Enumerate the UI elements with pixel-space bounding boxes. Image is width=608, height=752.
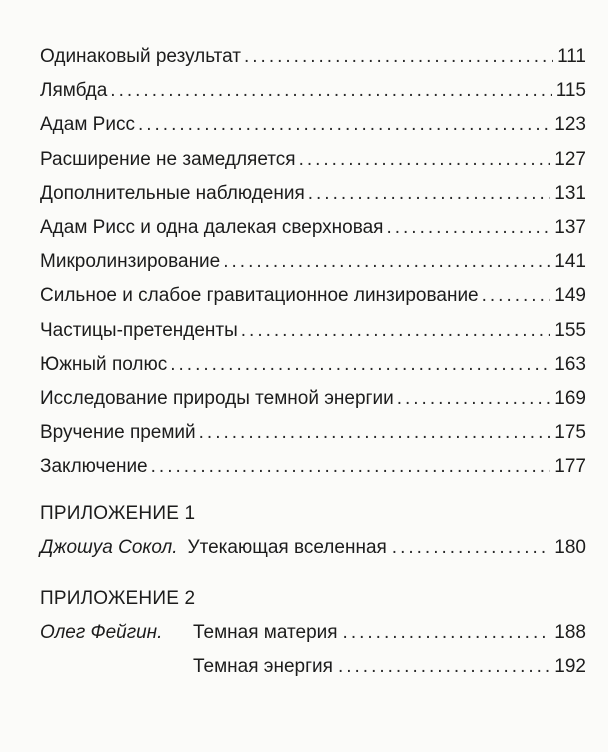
toc-entry[interactable] bbox=[40, 245, 586, 279]
toc-entry[interactable] bbox=[40, 348, 586, 382]
dot-leader bbox=[299, 143, 551, 177]
toc-entry[interactable] bbox=[40, 382, 586, 416]
toc-entry-page: 137 bbox=[554, 216, 586, 238]
appendix-2-entry[interactable] bbox=[40, 616, 586, 650]
toc-entry-title: Микролинзирование bbox=[40, 251, 221, 273]
appendix-1-section bbox=[40, 497, 586, 565]
appendix-1-page: 180 bbox=[554, 537, 586, 558]
toc-entry-title: Вручение премий bbox=[40, 422, 196, 444]
toc-entry-page: 111 bbox=[557, 46, 586, 67]
appendix-2-page: 188 bbox=[554, 622, 586, 643]
toc-entry-page: 169 bbox=[554, 387, 586, 409]
toc-entry-page: 163 bbox=[554, 353, 586, 375]
toc-entry-title: Адам Рисс bbox=[40, 114, 135, 136]
toc-entry[interactable] bbox=[40, 314, 586, 348]
dot-leader bbox=[170, 348, 550, 382]
appendix-2-entry[interactable] bbox=[40, 650, 586, 684]
appendix-2-title: Темная энергия bbox=[193, 656, 333, 677]
appendix-1-author: Джошуа Сокол. bbox=[40, 537, 178, 558]
toc-entry[interactable] bbox=[40, 40, 586, 74]
toc-entry[interactable] bbox=[40, 108, 586, 142]
appendix-1-title: Утекающая вселенная bbox=[187, 537, 387, 558]
toc-entry-title: Южный полюс bbox=[40, 353, 168, 375]
dot-leader bbox=[241, 314, 551, 348]
toc-entry-page: 131 bbox=[554, 182, 586, 204]
toc-entry-title: Лямбда bbox=[40, 80, 108, 102]
toc-entry-title: Адам Рисс и одна далекая сверхновая bbox=[40, 216, 384, 238]
appendix-2-page: 192 bbox=[554, 656, 586, 677]
toc-entry[interactable] bbox=[40, 74, 586, 108]
toc-entry-title: Расширение не замедляется bbox=[40, 148, 296, 170]
dot-leader bbox=[199, 416, 551, 450]
toc-entry[interactable] bbox=[40, 450, 586, 484]
dot-leader bbox=[110, 74, 551, 108]
dot-leader bbox=[343, 616, 551, 650]
toc-entry-title: Исследование природы темной энергии bbox=[40, 387, 394, 409]
dot-leader bbox=[397, 382, 551, 416]
dot-leader bbox=[392, 531, 551, 565]
dot-leader bbox=[138, 108, 550, 142]
appendix-1-heading: ПРИЛОЖЕНИЕ 1 bbox=[40, 503, 196, 524]
dot-leader bbox=[308, 177, 551, 211]
toc-entry-page: 123 bbox=[554, 114, 586, 136]
toc-entry[interactable] bbox=[40, 143, 586, 177]
appendix-2-heading: ПРИЛОЖЕНИЕ 2 bbox=[40, 588, 196, 609]
toc-entry[interactable] bbox=[40, 416, 586, 450]
toc-entry-page: 177 bbox=[554, 456, 586, 478]
toc-entry-page: 155 bbox=[554, 319, 586, 341]
dot-leader bbox=[482, 279, 551, 313]
toc-entry-page: 175 bbox=[554, 422, 586, 444]
appendix-2-title: Темная материя bbox=[193, 622, 338, 643]
dot-leader bbox=[223, 245, 550, 279]
toc-entry[interactable] bbox=[40, 279, 586, 313]
toc-entry-title: Сильное и слабое гравитационное линзирование bbox=[40, 285, 479, 307]
toc-entry-title: Заключение bbox=[40, 456, 148, 478]
appendix-2-section bbox=[40, 582, 586, 684]
appendix-1-entry[interactable] bbox=[40, 531, 586, 565]
dot-leader bbox=[244, 40, 553, 74]
toc-entry[interactable] bbox=[40, 177, 586, 211]
toc-entry-page: 127 bbox=[554, 148, 586, 170]
toc-entry-title: Дополнительные наблюдения bbox=[40, 182, 305, 204]
dot-leader bbox=[338, 650, 550, 684]
table-of-contents bbox=[40, 40, 586, 484]
toc-entry-page: 115 bbox=[555, 80, 586, 102]
dot-leader bbox=[386, 211, 550, 245]
appendix-2-author: Олег Фейгин. bbox=[40, 622, 163, 643]
toc-entry-title: Частицы-претенденты bbox=[40, 319, 238, 341]
toc-entry-page: 149 bbox=[554, 285, 586, 307]
toc-entry-page: 141 bbox=[554, 251, 586, 273]
dot-leader bbox=[151, 450, 551, 484]
toc-entry-title: Одинаковый результат bbox=[40, 46, 241, 67]
toc-entry[interactable] bbox=[40, 211, 586, 245]
